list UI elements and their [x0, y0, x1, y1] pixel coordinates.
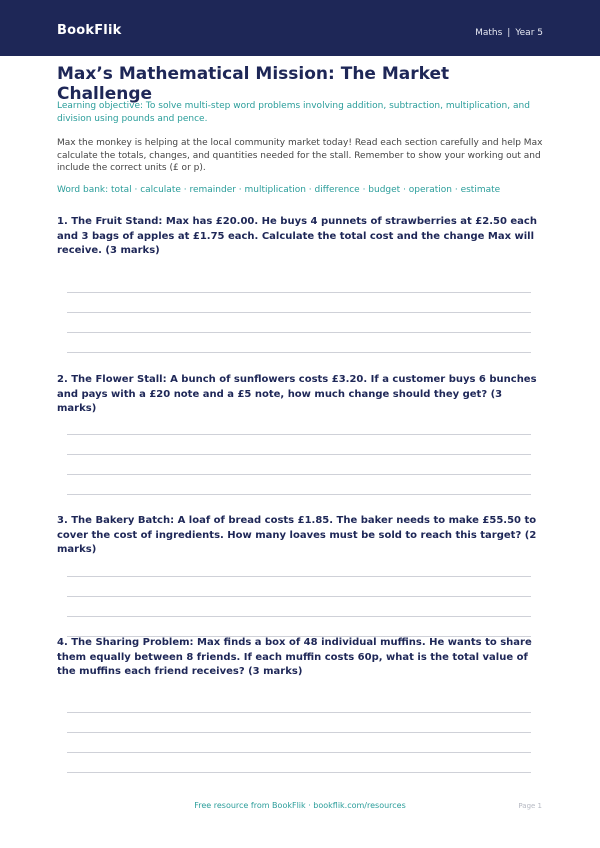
answer-line[interactable] — [67, 494, 531, 495]
word-bank: Word bank: total · calculate · remainder · multiplication · difference · budget · operation · estimate — [57, 185, 501, 195]
answer-line[interactable] — [67, 332, 531, 333]
answer-line[interactable] — [67, 312, 531, 313]
answer-line[interactable] — [67, 292, 531, 293]
answer-line[interactable] — [67, 596, 531, 597]
answer-line[interactable] — [67, 712, 531, 713]
brand-logo: BookFlik — [57, 23, 122, 38]
subject-year — [475, 28, 543, 38]
worksheet-title: Max’s Mathematical Mission: The Market Challenge — [57, 64, 450, 104]
answer-line[interactable] — [67, 454, 531, 455]
answer-line[interactable] — [67, 352, 531, 353]
answer-line[interactable] — [67, 732, 531, 733]
learning-objective: Learning objective: To solve multi-step word problems involving addition, subtraction, multiplication, and division using pounds and pence. — [57, 101, 530, 124]
subject-label: Maths — [475, 28, 503, 38]
question-1: 1. The Fruit Stand: Max has £20.00. He buys 4 punnets of strawberries at £2.50 each and 3 bags of apples at £1.75 each. Calculate the total cost and the change Max will receive. (3 marks) — [57, 216, 537, 256]
footer-credit: Free resource from BookFlik · bookflik.com/resources — [194, 801, 406, 810]
answer-line[interactable] — [67, 434, 531, 435]
meta-separator: | — [507, 28, 511, 38]
answer-line[interactable] — [67, 576, 531, 577]
year-label: Year 5 — [515, 28, 543, 38]
question-2: 2. The Flower Stall: A bunch of sunflowers costs £3.20. If a customer buys 6 bunches and pays with a £20 note and a £5 note, how much change should they get? (3 marks) — [57, 374, 537, 414]
question-4: 4. The Sharing Problem: Max finds a box of 48 individual muffins. He wants to share them equally between 8 friends. If each muffin costs 60p, what is the total value of the muffins each friend receives? (3 marks) — [57, 637, 532, 677]
answer-line[interactable] — [67, 474, 531, 475]
answer-line[interactable] — [67, 752, 531, 753]
answer-line[interactable] — [67, 616, 531, 617]
intro-text: Max the monkey is helping at the local community market today! Read each section carefully and help Max calculate the totals, changes, and quantities needed for the stall. Remember to show your working out and include the correct units (£ or p). — [57, 138, 543, 173]
page-header — [0, 0, 600, 56]
question-3: 3. The Bakery Batch: A loaf of bread costs £1.85. The baker needs to make £55.50 to cover the cost of ingredients. How many loaves must be sold to reach this target? (2 marks) — [57, 515, 537, 555]
page-number: Page 1 — [518, 802, 542, 810]
answer-line[interactable] — [67, 772, 531, 773]
